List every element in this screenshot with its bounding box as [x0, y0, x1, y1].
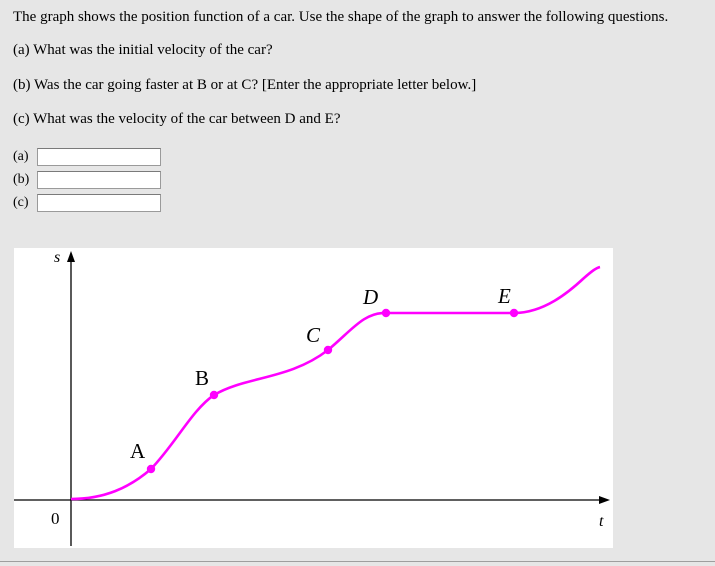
- answer-label-b: (b): [13, 172, 30, 187]
- answer-input-a[interactable]: [37, 148, 161, 166]
- origin-label: 0: [51, 509, 60, 528]
- question-b: (b) Was the car going faster at B or at C? [Enter the appropriate letter below.]: [13, 77, 477, 93]
- answer-label-a: (a): [13, 149, 29, 164]
- position-graph: [14, 248, 613, 548]
- x-axis-arrow-icon: [599, 496, 610, 504]
- bottom-divider: [0, 561, 715, 562]
- point-b: [210, 391, 218, 399]
- answer-row-a: [13, 148, 161, 166]
- label-c: C: [306, 323, 321, 347]
- answer-input-b[interactable]: [37, 171, 161, 189]
- label-d: D: [363, 285, 379, 309]
- x-axis-label: t: [599, 513, 604, 530]
- point-e: [510, 309, 518, 317]
- point-d: [382, 309, 390, 317]
- y-axis-label: s: [54, 249, 61, 266]
- label-a: A: [130, 439, 146, 463]
- answer-row-b: [13, 171, 161, 189]
- question-c: (c) What was the velocity of the car between D and E?: [13, 111, 341, 127]
- graph-svg: [14, 248, 613, 548]
- label-e: E: [498, 284, 511, 308]
- position-curve: [71, 267, 600, 499]
- label-b: B: [195, 366, 210, 390]
- point-c: [324, 346, 332, 354]
- y-axis-arrow-icon: [67, 251, 75, 262]
- question-a: (a) What was the initial velocity of the car?: [13, 42, 273, 58]
- point-a: [147, 465, 155, 473]
- answer-row-c: [13, 194, 161, 212]
- answer-label-c: (c): [13, 195, 29, 210]
- answer-input-c[interactable]: [37, 194, 161, 212]
- intro-text: The graph shows the position function of a car. Use the shape of the graph to answer the following questions.: [13, 9, 669, 25]
